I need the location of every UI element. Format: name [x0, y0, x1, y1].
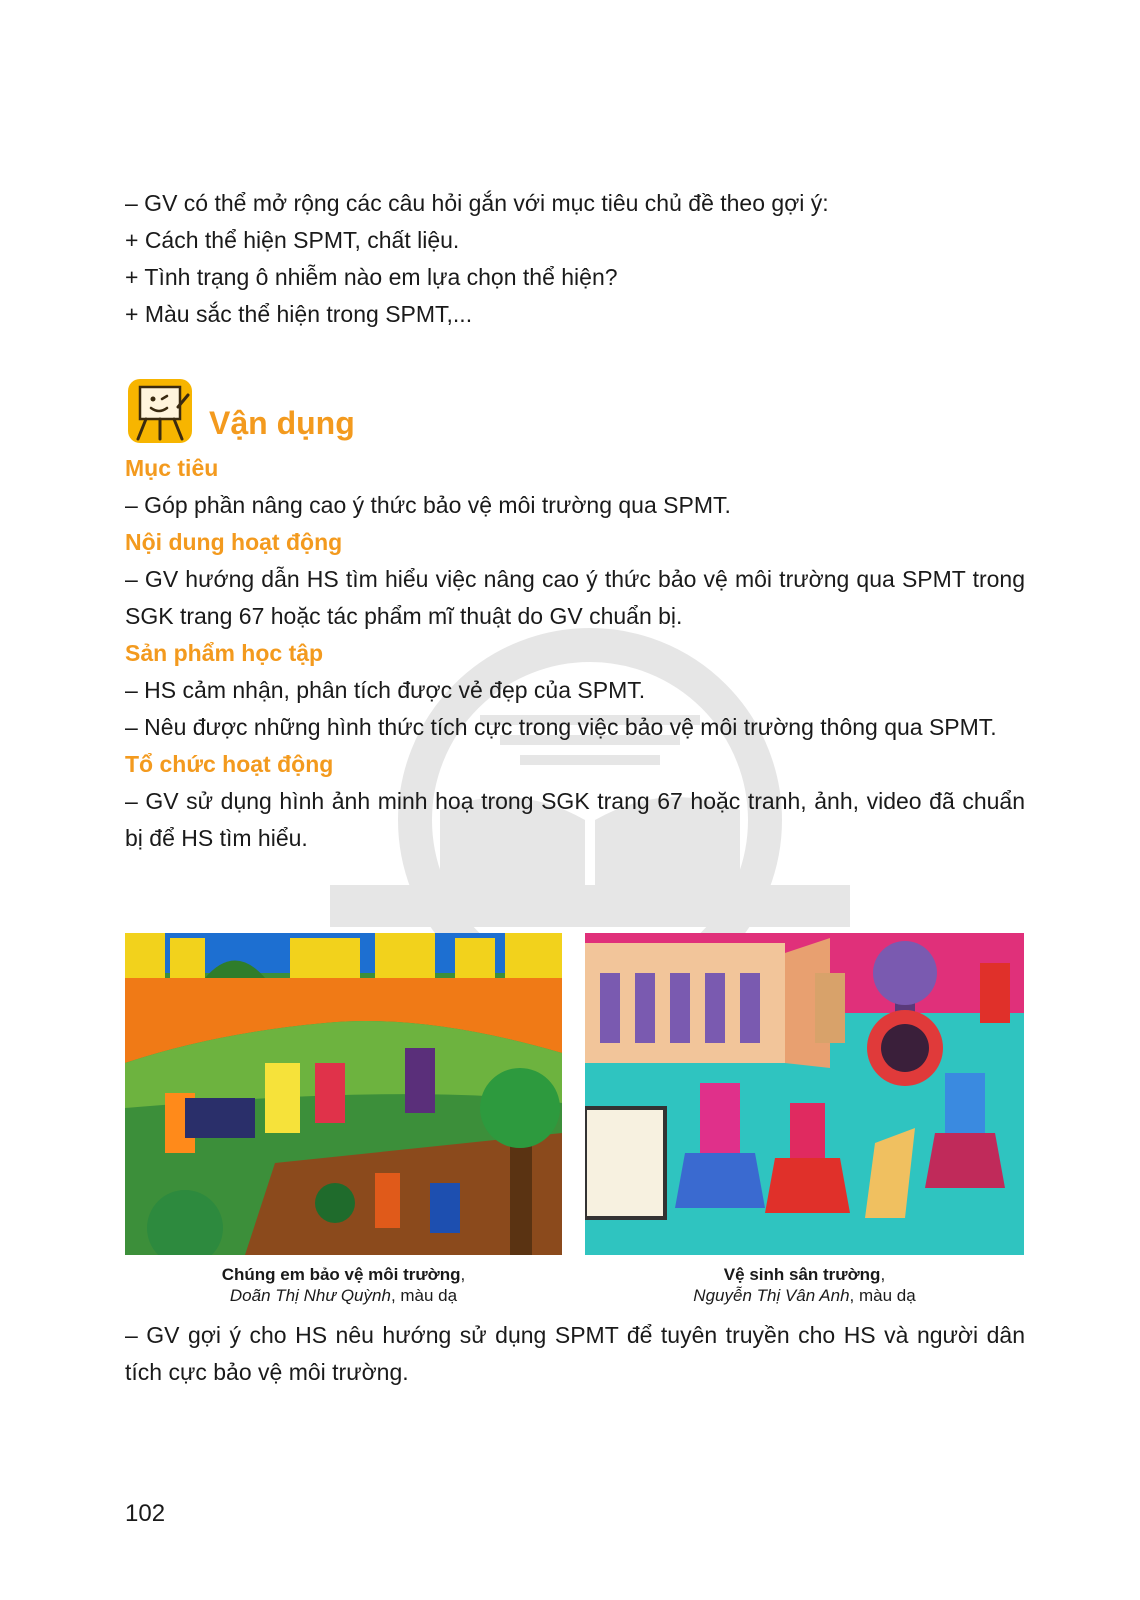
caption-author: Nguyễn Thị Vân Anh	[693, 1286, 850, 1305]
caption-medium: , màu dạ	[390, 1286, 458, 1305]
figure-right	[585, 933, 1024, 1306]
section-body	[125, 450, 1025, 857]
heading-to-chuc: Tổ chức hoạt động	[125, 751, 334, 777]
intro-block	[125, 185, 1025, 333]
muc-tieu-text: – Góp phần nâng cao ý thức bảo vệ môi trường qua SPMT.	[125, 492, 731, 518]
intro-line: + Tình trạng ô nhiễm nào em lựa chọn thể hiện?	[125, 264, 618, 290]
caption-author: Doãn Thị Như Quỳnh	[229, 1286, 391, 1305]
painting-protect-environment	[125, 933, 562, 1255]
intro-line: + Màu sắc thể hiện trong SPMT,...	[125, 301, 473, 327]
caption-right: Vệ sinh sân trường, Nguyễn Thị Vân Anh, màu dạ	[693, 1265, 916, 1305]
heading-muc-tieu: Mục tiêu	[125, 455, 219, 481]
noi-dung-text: – GV hướng dẫn HS tìm hiểu việc nâng cao ý thức bảo vệ môi trường qua SPMT trong SGK trang 67 hoặc tác phẩm mĩ thuật do GV chuẩn bị.	[125, 566, 1025, 629]
heading-noi-dung: Nội dung hoạt động	[125, 529, 343, 555]
heading-san-pham: Sản phẩm học tập	[125, 640, 324, 666]
caption-left: Chúng em bảo vệ môi trường, Doãn Thị Như Quỳnh, màu dạ	[221, 1265, 466, 1305]
caption-title: Chúng em bảo vệ môi trường	[221, 1265, 461, 1284]
section-title: Vận dụng	[209, 405, 355, 441]
closing-text: – GV gợi ý cho HS nêu hướng sử dụng SPMT để tuyên truyền cho HS và người dân tích cực bảo vệ môi trường.	[125, 1322, 1025, 1385]
closing-block	[125, 1317, 1025, 1391]
page-number: 102	[125, 1500, 166, 1527]
san-pham-line-1: – HS cảm nhận, phân tích được vẻ đẹp của SPMT.	[125, 677, 646, 703]
to-chuc-text: – GV sử dụng hình ảnh minh hoạ trong SGK trang 67 hoặc tranh, ảnh, video đã chuẩn bị để HS tìm hiểu.	[125, 788, 1025, 851]
san-pham-line-2: – Nêu được những hình thức tích cực trong việc bảo vệ môi trường thông qua SPMT.	[125, 714, 997, 740]
intro-line: + Cách thể hiện SPMT, chất liệu.	[125, 227, 460, 253]
figure-left	[125, 933, 562, 1306]
easel-icon	[126, 377, 194, 445]
caption-medium: , màu dạ	[849, 1286, 916, 1305]
painting-clean-schoolyard	[585, 933, 1024, 1255]
intro-line: – GV có thể mở rộng các câu hỏi gắn với mục tiêu chủ đề theo gợi ý:	[125, 190, 829, 216]
caption-title: Vệ sinh sân trường	[723, 1265, 881, 1284]
